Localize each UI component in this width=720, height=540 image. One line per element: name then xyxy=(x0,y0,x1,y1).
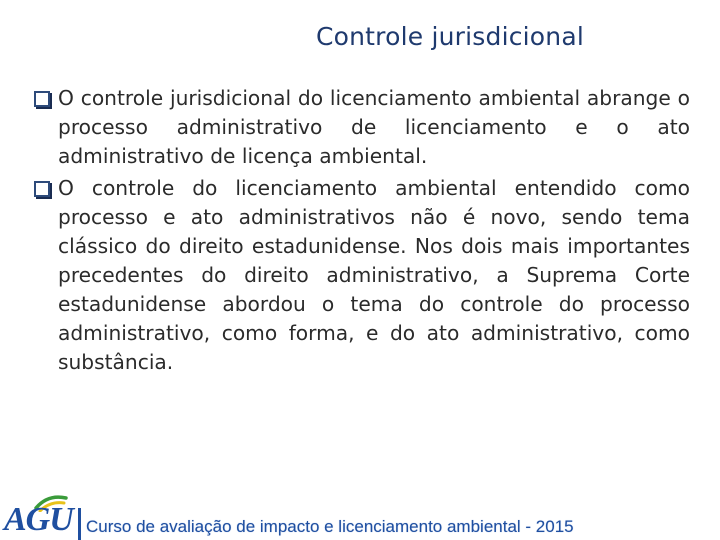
bullet-text: O controle jurisdicional do licenciamento ambiental abrange o processo administrativo de licenciamento e o ato administrativo de licença ambiental. xyxy=(58,86,690,168)
square-bullet-icon xyxy=(34,91,50,107)
slide-title: Controle jurisdicional xyxy=(315,22,585,51)
footer-caption: Curso de avaliação de impacto e licenciamento ambiental - 2015 xyxy=(86,517,574,536)
footer xyxy=(0,496,720,540)
square-bullet-icon xyxy=(34,181,50,197)
bullet-item xyxy=(34,84,690,171)
bullet-text: O controle do licenciamento ambiental entendido como processo e ato administrativos não é novo, sendo tema clássico do direito estadunidense. Nos dois mais importantes precedentes do direito administrativo, a Suprema Corte estadunidense abordou o tema do controle do processo administrativo, como forma, e do ato administrativo, como substância. xyxy=(58,176,690,374)
logo-text: AGU xyxy=(4,501,73,538)
bullet-item xyxy=(34,174,690,377)
footer-bar xyxy=(78,508,720,540)
bullet-list xyxy=(34,84,690,380)
agu-logo xyxy=(4,498,76,538)
